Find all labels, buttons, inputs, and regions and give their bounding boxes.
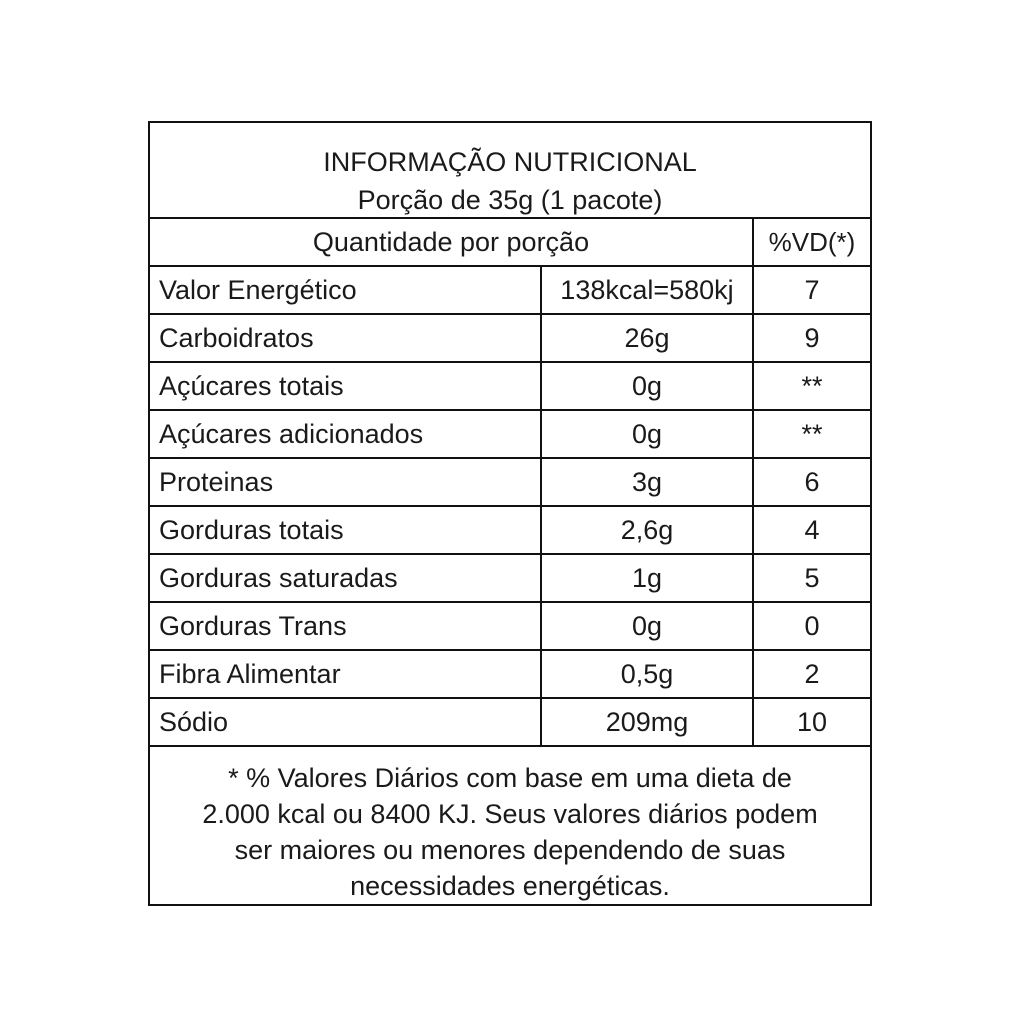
nutrient-daily-value: 9 [804,323,820,353]
nutrient-name: Valor Energético [150,267,542,313]
table-row [150,555,870,603]
nutrient-daily-value: 10 [796,707,828,737]
nutrient-daily-value: 5 [804,563,820,593]
nutrient-name: Gorduras saturadas [150,555,542,601]
nutrient-daily-value: 6 [804,467,820,497]
table-row [150,651,870,699]
table-row [150,603,870,651]
quantity-per-serving-header: Quantidade por porção [150,219,754,265]
footnote-line: necessidades energéticas. [350,871,670,901]
table-row [150,267,870,315]
table-row [150,411,870,459]
table-row [150,315,870,363]
footnote-line: 2.000 kcal ou 8400 KJ. Seus valores diários podem [202,799,818,829]
footnote-line: * % Valores Diários com base em uma dieta de [228,763,792,793]
table-row [150,507,870,555]
nutrient-name: Proteinas [150,459,542,505]
nutrient-amount: 0,5g [542,651,754,697]
daily-value-header: %VD(*) [768,227,856,257]
nutrient-name: Carboidratos [150,315,542,361]
nutrient-amount: 26g [542,315,754,361]
nutrient-daily-value: 2 [804,659,820,689]
table-title: INFORMAÇÃO NUTRICIONAL [323,147,697,177]
nutrient-amount: 138kcal=580kj [542,267,754,313]
nutrition-facts-table [148,121,872,906]
nutrient-daily-value: ** [801,371,823,401]
nutrient-daily-value: 4 [804,515,820,545]
nutrient-name: Açúcares totais [150,363,542,409]
serving-size: Porção de 35g (1 pacote) [357,185,663,215]
nutrient-name: Sódio [150,699,542,745]
table-header [150,123,870,219]
nutrient-name: Gorduras totais [150,507,542,553]
nutrient-amount: 0g [542,603,754,649]
table-row [150,459,870,507]
nutrient-amount: 0g [542,363,754,409]
nutrient-amount: 209mg [542,699,754,745]
nutrient-name: Fibra Alimentar [150,651,542,697]
nutrient-name: Açúcares adicionados [150,411,542,457]
footnote [150,750,870,904]
table-row [150,699,870,747]
nutrient-daily-value: ** [801,419,823,449]
nutrient-name: Gorduras Trans [150,603,542,649]
table-row [150,363,870,411]
nutrient-amount: 3g [542,459,754,505]
nutrient-amount: 0g [542,411,754,457]
footnote-line: ser maiores ou menores dependendo de suas [234,835,786,865]
nutrient-amount: 1g [542,555,754,601]
nutrient-daily-value: 7 [804,275,820,305]
nutrient-daily-value: 0 [804,611,820,641]
column-header-row [150,219,870,267]
nutrient-amount: 2,6g [542,507,754,553]
